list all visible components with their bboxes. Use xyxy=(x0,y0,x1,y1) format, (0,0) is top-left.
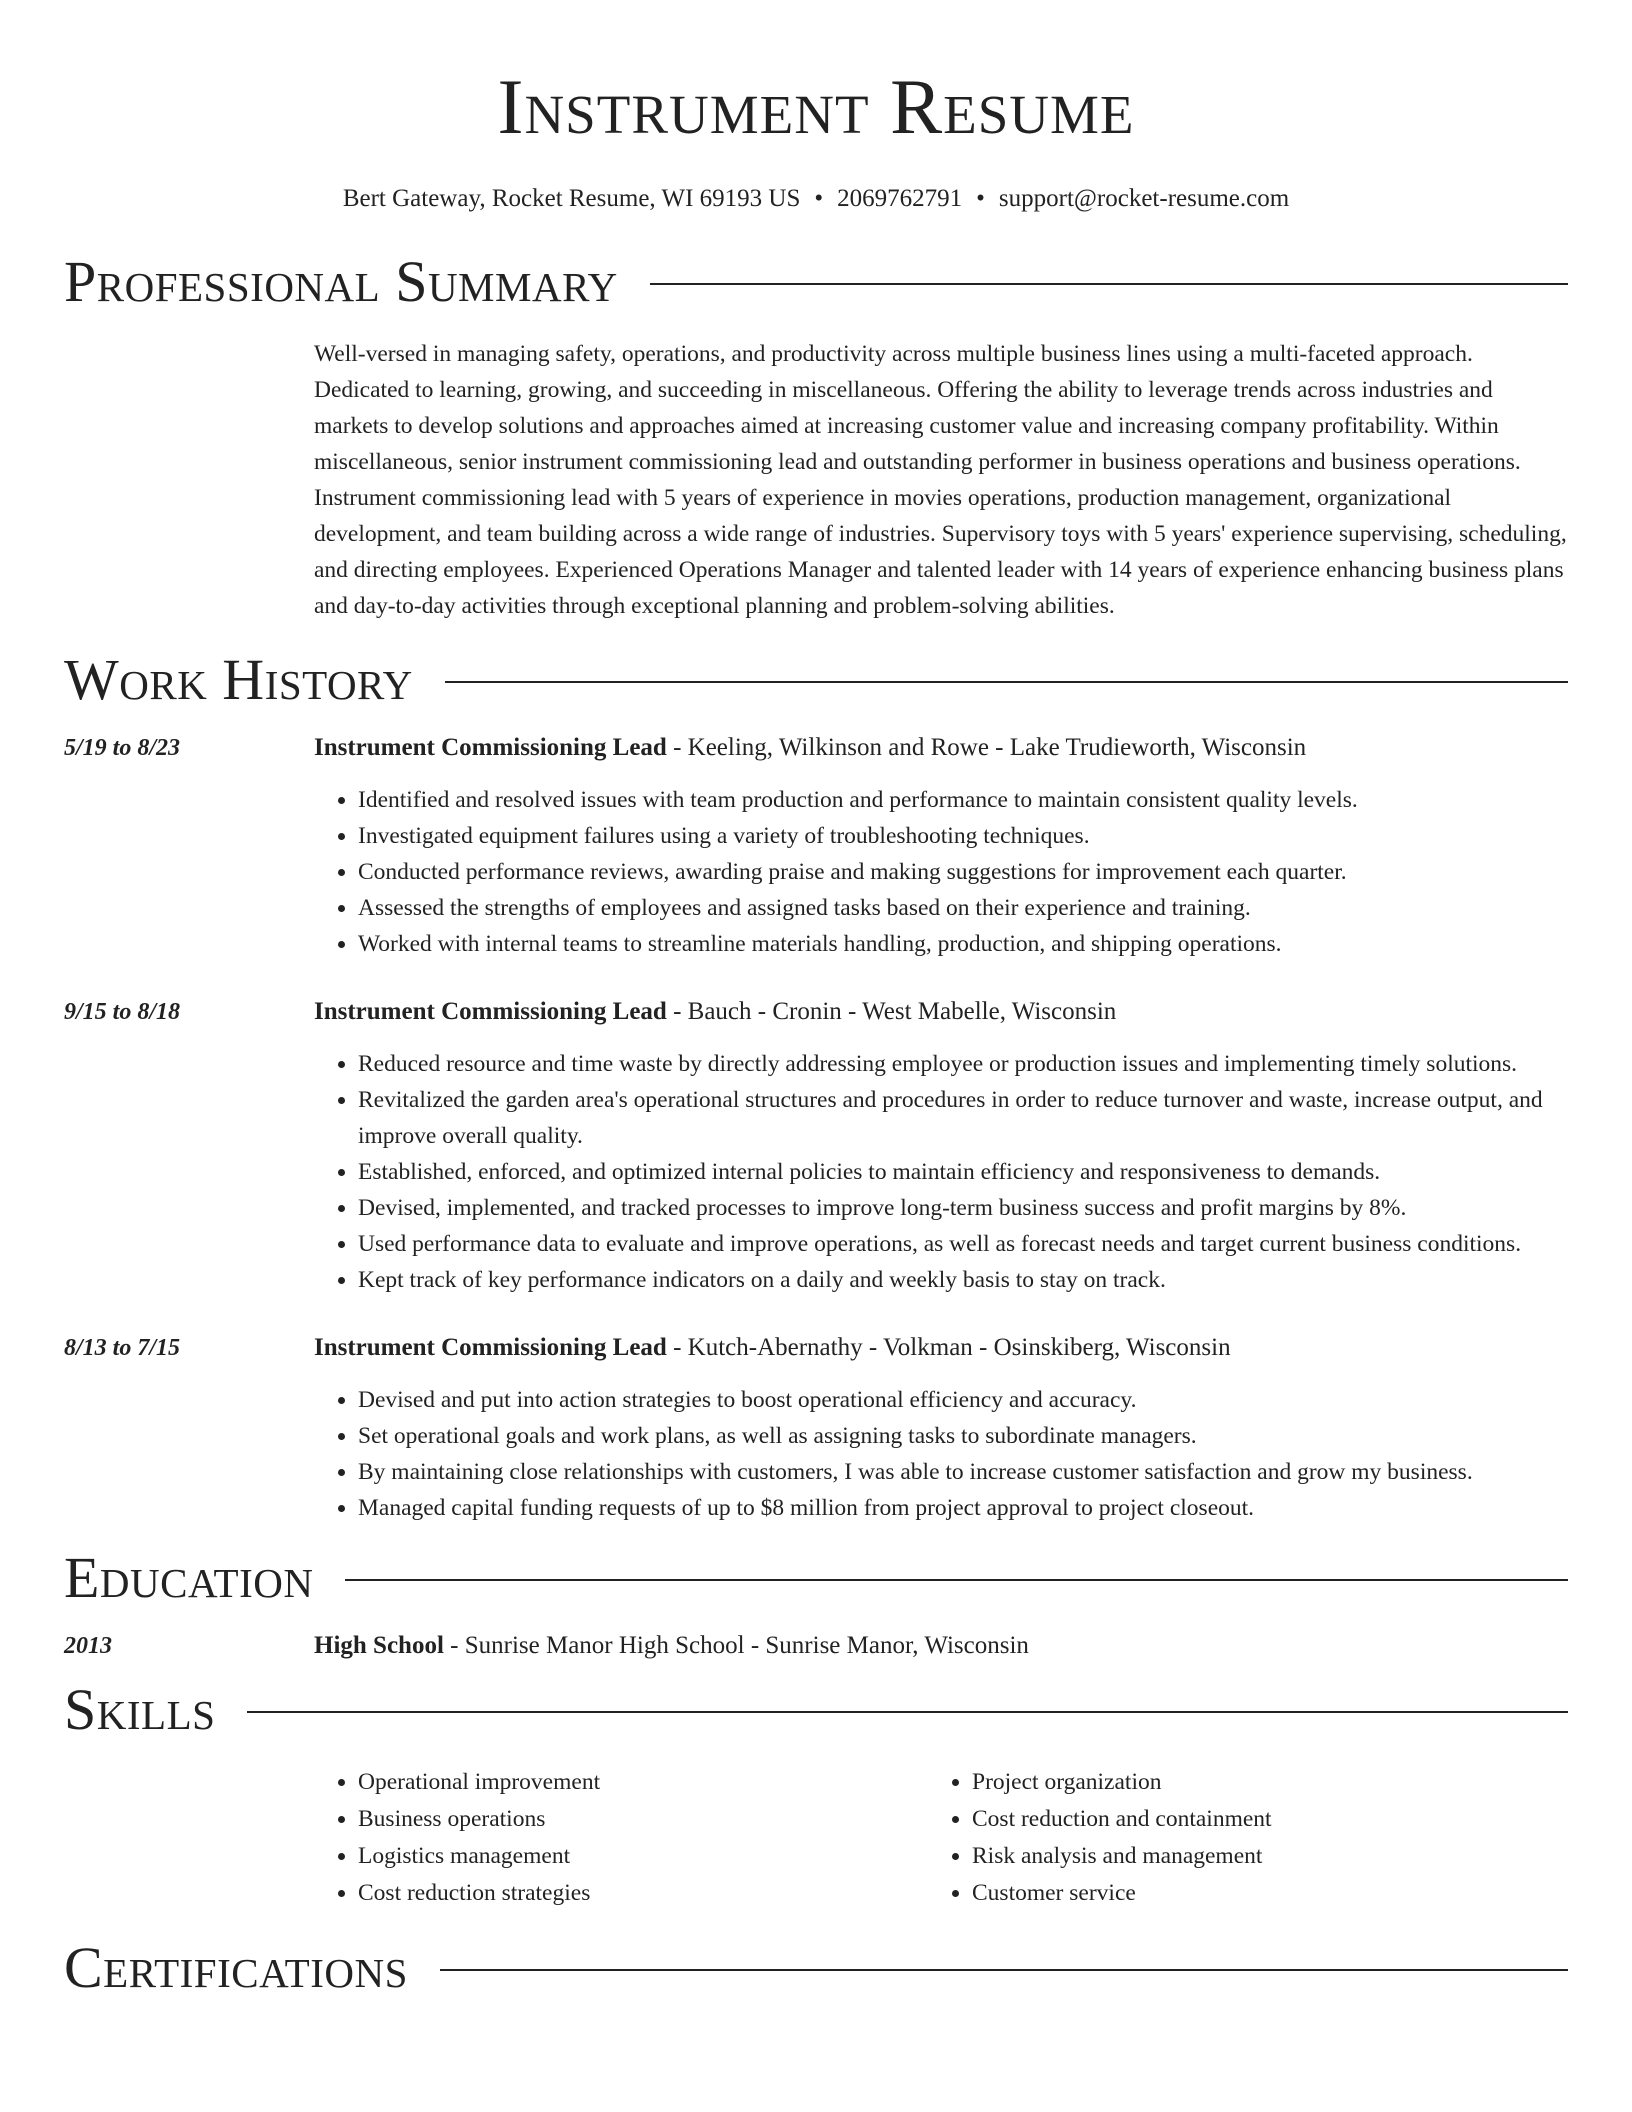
list-item: • Assessed the strengths of employees and assigned tasks based on their experience and training. xyxy=(358,890,1568,926)
job-dates: 9/15 to 8/18 xyxy=(64,999,181,1025)
job-bullets xyxy=(314,1046,1568,1298)
education-headline xyxy=(314,1628,1568,1664)
skills-column-right xyxy=(928,1764,1272,1912)
job-bullets xyxy=(314,782,1568,962)
summary-paragraph: Well-versed in managing safety, operations, and productivity across multiple business lines using a multi-faceted approach. Dedicated to learning, growing, and succeeding in miscellaneous. Offering the ability to leverage trends across industries and markets to develop solutions and approaches aimed at increasing customer value and increasing company profitability. Within miscellaneous, senior instrument commissioning lead and outstanding performer in business operations and business operations. Instrument commissioning lead with 5 years of experience in movies operations, production management, organizational development, and team building across a wide range of industries. Supervisory toys with 5 years' experience supervising, scheduling, and directing employees. Experienced Operations Manager and talented leader with 14 years of experience enhancing business plans and day-to-day activities through exceptional planning and problem-solving abilities. xyxy=(314,341,1567,619)
job-employer: - Bauch - Cronin - West Mabelle, Wisconsin xyxy=(666,998,1117,1025)
list-item: • Used performance data to evaluate and improve operations, as well as forecast needs and target current business conditions. xyxy=(358,1226,1568,1262)
job-headline xyxy=(314,730,1568,766)
list-item: • Devised, implemented, and tracked processes to improve long-term business success and profit margins by 8%. xyxy=(358,1190,1568,1226)
job-entry xyxy=(64,730,1568,962)
job-entry xyxy=(64,1330,1568,1526)
skill-item: • Risk analysis and management xyxy=(972,1838,1272,1875)
education-year: 2013 xyxy=(64,1633,112,1659)
section-divider xyxy=(445,681,1568,683)
contact-separator: • xyxy=(976,185,985,212)
job-role: Instrument Commissioning Lead xyxy=(314,1334,667,1361)
list-item: • Kept track of key performance indicators on a daily and weekly basis to stay on track. xyxy=(358,1262,1568,1298)
education-entry xyxy=(64,1628,1568,1664)
list-item: • Revitalized the garden area's operational structures and procedures in order to reduce turnover and waste, increase output, and improve overall quality. xyxy=(358,1082,1568,1154)
list-item: • Conducted performance reviews, awarding praise and making suggestions for improvement each quarter. xyxy=(358,854,1568,890)
section-heading: Education xyxy=(64,1545,314,1610)
list-item: • Identified and resolved issues with team production and performance to maintain consistent quality levels. xyxy=(358,782,1568,818)
list-item: • Established, enforced, and optimized internal policies to maintain efficiency and responsiveness to demands. xyxy=(358,1154,1568,1190)
section-heading: Skills xyxy=(64,1677,216,1742)
section-heading: Certifications xyxy=(64,1935,408,2000)
section-divider xyxy=(650,283,1568,285)
job-dates: 8/13 to 7/15 xyxy=(64,1335,181,1361)
contact-address: Bert Gateway, Rocket Resume, WI 69193 US xyxy=(342,185,801,212)
page-title: Instrument Resume xyxy=(497,63,1135,150)
skill-item: • Cost reduction and containment xyxy=(972,1801,1272,1838)
job-role: Instrument Commissioning Lead xyxy=(314,734,667,761)
list-item: • Worked with internal teams to streamline materials handling, production, and shipping operations. xyxy=(358,926,1568,962)
list-item: • Set operational goals and work plans, as well as assigning tasks to subordinate managers. xyxy=(358,1418,1568,1454)
section-skills xyxy=(64,1678,1568,1742)
job-role: Instrument Commissioning Lead xyxy=(314,998,667,1025)
section-heading: Professional Summary xyxy=(64,249,618,314)
skill-item: • Operational improvement xyxy=(358,1764,928,1801)
section-divider xyxy=(247,1711,1568,1713)
contact-line xyxy=(64,184,1568,214)
skills-list xyxy=(314,1764,1568,1912)
skill-item: • Customer service xyxy=(972,1875,1272,1912)
job-headline xyxy=(314,994,1568,1030)
job-headline xyxy=(314,1330,1568,1366)
section-certifications xyxy=(64,1936,1568,2000)
job-employer: - Kutch-Abernathy - Volkman - Osinskiberg, Wisconsin xyxy=(666,1334,1231,1361)
list-item: • Investigated equipment failures using a variety of troubleshooting techniques. xyxy=(358,818,1568,854)
list-item: • By maintaining close relationships with customers, I was able to increase customer satisfaction and grow my business. xyxy=(358,1454,1568,1490)
job-bullets xyxy=(314,1382,1568,1526)
skill-item: • Project organization xyxy=(972,1764,1272,1801)
job-employer: - Keeling, Wilkinson and Rowe - Lake Trudieworth, Wisconsin xyxy=(666,734,1307,761)
section-divider xyxy=(345,1579,1568,1581)
contact-email: support@rocket-resume.com xyxy=(998,185,1290,212)
resume-page xyxy=(64,0,1568,2000)
section-work-history xyxy=(64,648,1568,712)
contact-phone: 2069762791 xyxy=(837,185,963,212)
list-item: • Reduced resource and time waste by directly addressing employee or production issues and implementing timely solutions. xyxy=(358,1046,1568,1082)
education-degree: High School xyxy=(314,1632,444,1659)
skill-item: • Business operations xyxy=(358,1801,928,1838)
section-professional-summary xyxy=(64,250,1568,314)
list-item: • Managed capital funding requests of up to $8 million from project approval to project closeout. xyxy=(358,1490,1568,1526)
education-school: - Sunrise Manor High School - Sunrise Manor, Wisconsin xyxy=(443,1632,1029,1659)
job-entry xyxy=(64,994,1568,1298)
skill-item: • Cost reduction strategies xyxy=(358,1875,928,1912)
skills-column-left xyxy=(314,1764,928,1912)
skill-item: • Logistics management xyxy=(358,1838,928,1875)
section-divider xyxy=(440,1969,1568,1971)
contact-separator: • xyxy=(814,185,824,212)
section-education xyxy=(64,1546,1568,1610)
list-item: • Devised and put into action strategies to boost operational efficiency and accuracy. xyxy=(358,1382,1568,1418)
section-heading: Work History xyxy=(64,647,413,712)
job-dates: 5/19 to 8/23 xyxy=(64,735,181,761)
